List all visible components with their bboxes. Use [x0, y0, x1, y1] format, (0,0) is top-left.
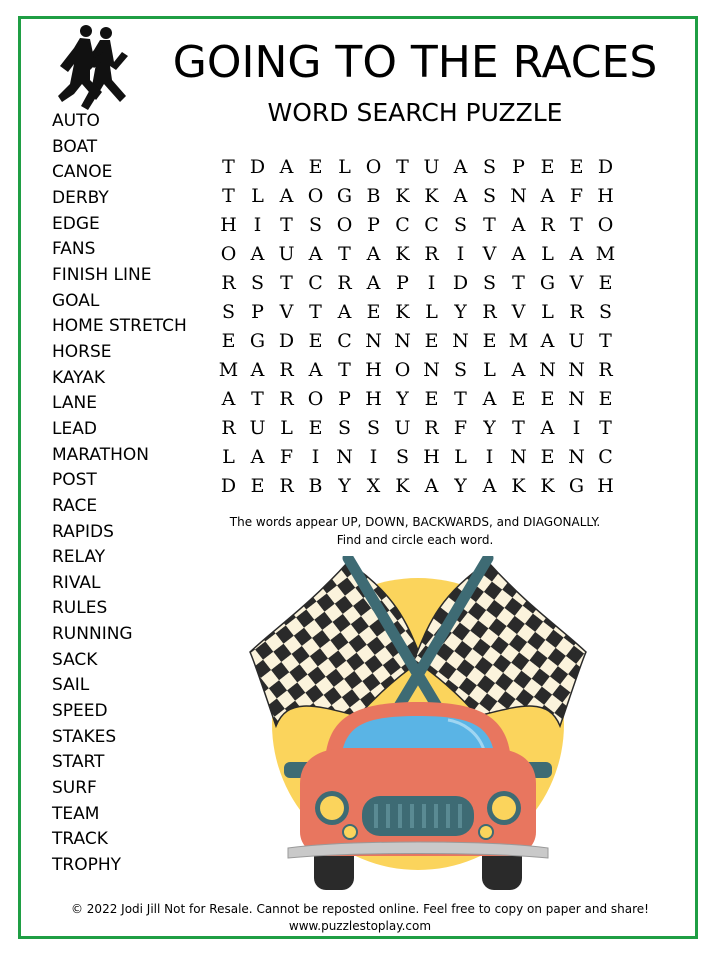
grid-letter: C [395, 213, 410, 236]
grid-letter: I [253, 213, 262, 236]
word-list-item: DERBY [52, 187, 109, 208]
grid-letter: G [539, 271, 556, 294]
grid-row [214, 181, 620, 210]
grid-letter: R [221, 416, 236, 439]
grid-letter: E [424, 329, 439, 352]
grid-letter: M [508, 329, 529, 352]
word-list-item: START [52, 752, 105, 773]
grid-letter: A [482, 387, 497, 410]
grid-letter: H [365, 358, 382, 381]
grid-letter: H [423, 445, 440, 468]
grid-letter: S [395, 445, 410, 468]
grid-letter: I [427, 271, 436, 294]
word-list-item: SAIL [52, 675, 90, 696]
grid-letter: A [366, 242, 381, 265]
grid-letter: P [367, 213, 380, 236]
grid-letter: R [424, 416, 439, 439]
grid-letter: I [369, 445, 378, 468]
grid-letter: T [222, 155, 235, 178]
grid-letter: A [540, 184, 555, 207]
grid-letter: A [453, 155, 468, 178]
grid-letter: N [568, 387, 585, 410]
grid-letter: S [221, 300, 236, 323]
grid-letter: T [512, 416, 525, 439]
grid-letter: S [453, 213, 468, 236]
grid-letter: C [308, 271, 323, 294]
grid-letter: G [336, 184, 353, 207]
grid-letter: S [598, 300, 613, 323]
grid-letter: Y [454, 300, 467, 323]
grid-letter: U [278, 242, 295, 265]
word-list-item: RACE [52, 495, 98, 516]
grid-row [214, 210, 620, 239]
grid-letter: O [307, 184, 324, 207]
grid-letter: H [597, 184, 614, 207]
grid-letter: E [308, 416, 323, 439]
grid-row [214, 384, 620, 413]
grid-letter: L [338, 155, 351, 178]
grid-letter: Y [396, 387, 409, 410]
grid-letter: L [251, 184, 264, 207]
grid-letter: T [309, 300, 322, 323]
grid-letter: T [396, 155, 409, 178]
grid-letter: R [279, 474, 294, 497]
grid-letter: N [365, 329, 382, 352]
word-list-item: GOAL [52, 290, 100, 311]
copyright-notice: © 2022 Jodi Jill Not for Resale. Cannot be reposted online. Feel free to copy on paper and share! [70, 902, 649, 916]
word-list-item: RULES [52, 598, 108, 619]
grid-letter: A [511, 213, 526, 236]
grid-letter: A [511, 358, 526, 381]
grid-letter: R [569, 300, 584, 323]
word-list-item: HOME STRETCH [52, 316, 187, 337]
grid-letter: A [250, 358, 265, 381]
grid-letter: A [250, 445, 265, 468]
grid-letter: E [308, 329, 323, 352]
grid-letter: D [220, 474, 237, 497]
grid-letter: L [280, 416, 293, 439]
grid-letter: E [540, 445, 555, 468]
grid-letter: R [279, 358, 294, 381]
word-list-item: KAYAK [52, 367, 106, 388]
grid-letter: K [540, 474, 555, 497]
word-list-item: CANOE [52, 162, 113, 183]
grid-letter: F [569, 184, 584, 207]
grid-letter: A [279, 155, 294, 178]
word-list-item: TEAM [52, 803, 100, 824]
word-list-item: SPEED [52, 701, 108, 722]
grid-letter: C [598, 445, 613, 468]
grid-letter: O [365, 155, 382, 178]
grid-letter: L [425, 300, 438, 323]
grid-letter: Y [338, 474, 351, 497]
grid-row [214, 471, 620, 500]
grid-letter: H [365, 387, 382, 410]
word-list-item: RUNNING [52, 624, 133, 645]
grid-letter: N [510, 445, 527, 468]
grid-letter: P [338, 387, 351, 410]
grid-letter: P [251, 300, 264, 323]
grid-letter: T [599, 416, 612, 439]
grid-letter: T [483, 213, 496, 236]
grid-letter: E [308, 155, 323, 178]
grid-letter: A [482, 474, 497, 497]
grid-letter: V [569, 271, 584, 294]
grid-letter: A [279, 184, 294, 207]
grid-letter: V [511, 300, 526, 323]
grid-letter: S [482, 155, 497, 178]
grid-letter: K [395, 242, 410, 265]
grid-letter: F [453, 416, 468, 439]
grid-letter: N [452, 329, 469, 352]
grid-letter: P [512, 155, 525, 178]
grid-letter: N [568, 358, 585, 381]
grid-letter: E [598, 271, 613, 294]
grid-letter: Y [454, 474, 467, 497]
grid-letter: R [337, 271, 352, 294]
grid-letter: T [338, 242, 351, 265]
grid-letter: T [570, 213, 583, 236]
grid-letter: A [221, 387, 236, 410]
word-list-item: TRACK [52, 829, 108, 850]
grid-letter: E [540, 155, 555, 178]
grid-letter: R [424, 242, 439, 265]
grid-letter: K [511, 474, 526, 497]
grid-letter: N [336, 445, 353, 468]
website-link: www.puzzlestoplay.com [288, 919, 432, 933]
grid-letter: E [482, 329, 497, 352]
grid-letter: N [394, 329, 411, 352]
grid-letter: S [482, 184, 497, 207]
grid-letter: E [366, 300, 381, 323]
grid-letter: G [249, 329, 266, 352]
grid-letter: M [218, 358, 239, 381]
grid-letter: D [452, 271, 469, 294]
grid-letter: C [337, 329, 352, 352]
grid-letter: I [311, 445, 320, 468]
word-list-item: FANS [52, 239, 96, 260]
grid-letter: T [280, 271, 293, 294]
grid-letter: L [454, 445, 467, 468]
page-subtitle: WORD SEARCH PUZZLE [267, 98, 563, 127]
grid-letter: T [338, 358, 351, 381]
grid-letter: A [366, 271, 381, 294]
grid-letter: S [250, 271, 265, 294]
grid-letter: T [251, 387, 264, 410]
grid-letter: H [220, 213, 237, 236]
grid-letter: D [249, 155, 266, 178]
word-list-item: STAKES [52, 726, 117, 747]
instructions [200, 513, 630, 549]
grid-letter: A [511, 242, 526, 265]
instructions-line: The words appear UP, DOWN, BACKWARDS, and DIAGONALLY. [229, 515, 601, 529]
word-list-item: LANE [52, 393, 97, 414]
letter-grid [214, 152, 620, 500]
grid-letter: I [572, 416, 581, 439]
grid-letter: U [394, 416, 411, 439]
grid-letter: P [396, 271, 409, 294]
word-list-item: BOAT [52, 136, 98, 157]
grid-letter: A [540, 329, 555, 352]
grid-letter: T [599, 329, 612, 352]
grid-letter: I [485, 445, 494, 468]
grid-letter: G [568, 474, 585, 497]
grid-letter: S [308, 213, 323, 236]
word-list-item: RAPIDS [52, 521, 114, 542]
grid-letter: V [279, 300, 294, 323]
instructions-line: Find and circle each word. [336, 533, 494, 547]
grid-letter: A [250, 242, 265, 265]
grid-letter: N [423, 358, 440, 381]
grid-letter: X [366, 474, 381, 497]
grid-letter: N [539, 358, 556, 381]
grid-letter: U [423, 155, 440, 178]
grid-letter: V [482, 242, 497, 265]
word-list-item: POST [52, 470, 97, 491]
grid-row [214, 413, 620, 442]
grid-letter: B [308, 474, 323, 497]
grid-letter: T [454, 387, 467, 410]
grid-letter: E [424, 387, 439, 410]
grid-letter: L [483, 358, 496, 381]
grid-letter: T [222, 184, 235, 207]
grid-letter: L [541, 242, 554, 265]
grid-letter: D [597, 155, 614, 178]
grid-letter: C [424, 213, 439, 236]
grid-letter: K [424, 184, 439, 207]
grid-letter: N [568, 445, 585, 468]
grid-letter: E [598, 387, 613, 410]
grid-letter: L [222, 445, 235, 468]
grid-letter: T [512, 271, 525, 294]
grid-letter: E [540, 387, 555, 410]
grid-row [214, 239, 620, 268]
grid-letter: A [308, 358, 323, 381]
grid-letter: S [482, 271, 497, 294]
word-list-item: LEAD [52, 418, 97, 439]
word-list-item: HORSE [52, 341, 112, 362]
grid-letter: K [395, 300, 410, 323]
grid-letter: O [307, 387, 324, 410]
word-list-item: SACK [52, 649, 98, 670]
grid-row [214, 268, 620, 297]
grid-row [214, 297, 620, 326]
grid-letter: H [597, 474, 614, 497]
grid-letter: U [249, 416, 266, 439]
grid-letter: E [250, 474, 265, 497]
grid-row [214, 355, 620, 384]
word-list-item: FINISH LINE [52, 264, 152, 285]
grid-letter: S [453, 358, 468, 381]
grid-letter: I [456, 242, 465, 265]
grid-letter: B [366, 184, 381, 207]
word-list [52, 109, 187, 879]
grid-letter: R [482, 300, 497, 323]
grid-letter: A [569, 242, 584, 265]
word-list-item: MARATHON [52, 444, 149, 465]
grid-row [214, 152, 620, 181]
grid-letter: R [598, 358, 613, 381]
word-list-item: SURF [52, 778, 97, 799]
grid-letter: A [337, 300, 352, 323]
grid-row [214, 442, 620, 471]
word-list-item: TROPHY [52, 855, 121, 876]
grid-letter: O [220, 242, 237, 265]
grid-letter: O [597, 213, 614, 236]
grid-letter: A [540, 416, 555, 439]
grid-letter: K [395, 184, 410, 207]
grid-letter: K [395, 474, 410, 497]
grid-letter: F [279, 445, 294, 468]
grid-letter: S [337, 416, 352, 439]
runners-icon [48, 22, 140, 112]
race-illustration [248, 556, 588, 896]
grid-letter: S [366, 416, 381, 439]
grid-letter: R [540, 213, 555, 236]
grid-letter: A [453, 184, 468, 207]
grid-letter: O [336, 213, 353, 236]
grid-letter: L [541, 300, 554, 323]
grid-letter: U [568, 329, 585, 352]
grid-letter: E [221, 329, 236, 352]
grid-letter: Y [483, 416, 496, 439]
word-list-item: RIVAL [52, 572, 101, 593]
grid-letter: M [595, 242, 616, 265]
grid-letter: E [569, 155, 584, 178]
word-list-item: AUTO [52, 111, 100, 131]
grid-letter: A [424, 474, 439, 497]
grid-letter: O [394, 358, 411, 381]
grid-letter: E [511, 387, 526, 410]
word-list-item: EDGE [52, 213, 100, 234]
grid-letter: T [280, 213, 293, 236]
grid-letter: R [279, 387, 294, 410]
grid-letter: N [510, 184, 527, 207]
word-list-item: RELAY [52, 547, 106, 568]
page-title: GOING TO THE RACES [172, 37, 658, 88]
grid-letter: R [221, 271, 236, 294]
grid-letter: D [278, 329, 295, 352]
grid-letter: A [308, 242, 323, 265]
grid-row [214, 326, 620, 355]
